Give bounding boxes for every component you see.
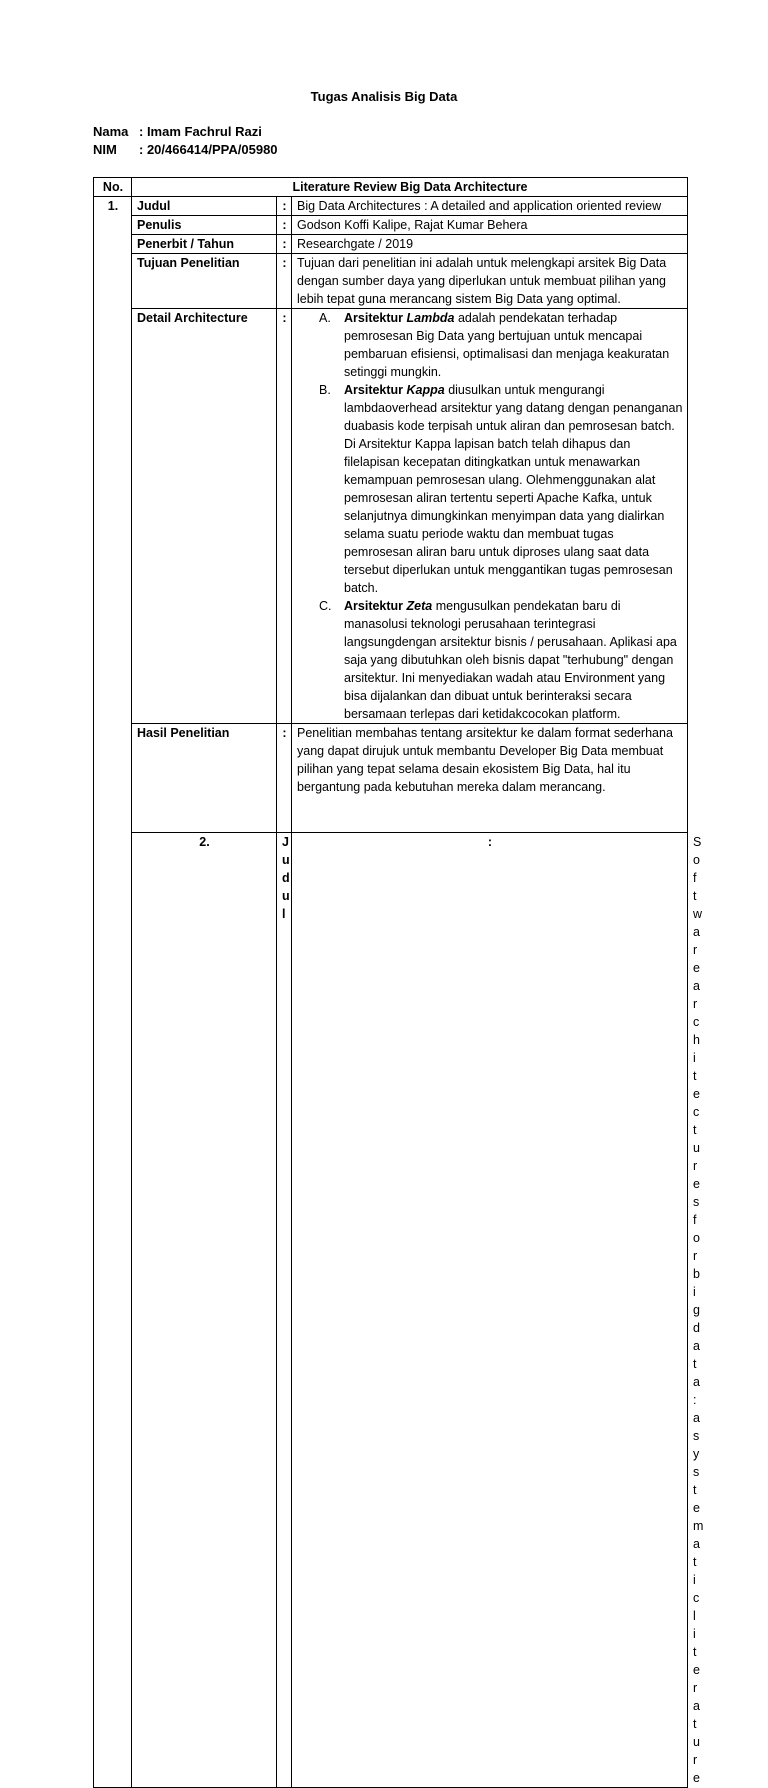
table-row-judul-2: 2. Judul : Software architectures for big data: a systematic literature (94, 833, 688, 1788)
item-text: mengusulkan pendekatan baru di manasolusi teknologi perusahaan terintegrasi langsungdengan arsitektur bisnis / perusahaan. Aplikasi apa saja yang dibutuhkan oleh bisnis dapat "terhubung" dengan arsitektur. Ini menyediakan wadah atau Environment yang bisa dijalankan dan dibuat untuk berinteraksi secara bersamaan terlepas dari ketidakcocokan platform. (344, 599, 677, 721)
colon-separator: : (277, 309, 292, 724)
item-text: diusulkan untuk mengurangi lambdaoverhead arsitektur yang datang dengan penanganan duabasis kode terpisah untuk aliran dan pemrosesan batch. Di Arsitektur Kappa lapisan batch telah dihapus dan filelapisan kecepatan ditingkatkan untuk menawarkan kemampuan pemrosesan ulang. Olehmenggunakan alat pemrosesan aliran tertentu seperti Apache Kafka, untuk selanjutnya dimungkinkan menyimpan data yang dialirkan selama suatu periode waktu dan membuat tugas pemrosesan aliran baru untuk diproses ulang saat data tersebut diperlukan untuk menggantikan tugas pemrosesan batch. (344, 383, 683, 595)
penulis-label: Penulis (132, 216, 277, 235)
literature-review-table (93, 177, 704, 1788)
detail-value (292, 309, 688, 724)
architecture-item-kappa (297, 381, 683, 597)
table-row-hasil (94, 724, 688, 833)
detail-label: Detail Architecture (132, 309, 277, 724)
table-row-judul (94, 197, 688, 216)
judul-label: Judul (132, 197, 277, 216)
hasil-text: Penelitian membahas tentang arsitektur ke dalam format sederhana yang dapat dirujuk untuk membantu Developer Big Data membuat pilihan yang tepat selama desain ekosistem Big Data, hal itu bergantung pada kebutuhan mereka dalam merancang. (297, 726, 673, 794)
item-architecture-name: Zeta (406, 599, 433, 613)
colon-separator: : (277, 216, 292, 235)
table-row-penulis (94, 216, 688, 235)
hasil-spacer (297, 796, 683, 832)
colon-separator: : (277, 254, 292, 309)
colon-separator: : (277, 197, 292, 216)
entry-number: 1. (94, 197, 132, 1788)
tujuan-value: Tujuan dari penelitian ini adalah untuk melengkapi arsitek Big Data dengan sumber daya yang diperlukan untuk membuat pilihan yang lebih tepat guna merancang sistem Big Data yang optimal. (292, 254, 688, 309)
penulis-value: Godson Koffi Kalipe, Rajat Kumar Behera (292, 216, 688, 235)
item-architecture-name: Kappa (406, 383, 445, 397)
student-name-line (93, 124, 262, 139)
colon-separator: : (277, 235, 292, 254)
hasil-value (292, 724, 688, 833)
item-lead: Arsitektur (344, 383, 407, 397)
item-lead: Arsitektur (344, 311, 407, 325)
table-header-row (94, 178, 688, 197)
list-marker: B. (319, 383, 331, 397)
student-nim-line (93, 142, 278, 157)
penerbit-value: Researchgate / 2019 (292, 235, 688, 254)
document-title: Tugas Analisis Big Data (310, 89, 458, 104)
table-row-tujuan (94, 254, 688, 309)
column-header-no: No. (94, 178, 132, 197)
list-marker: A. (319, 311, 331, 325)
colon-separator: : (292, 833, 688, 1788)
nim-value: : 20/466414/PPA/05980 (139, 142, 278, 157)
judul-value: Big Data Architectures : A detailed and application oriented review (292, 197, 688, 216)
architecture-list (297, 309, 683, 723)
nim-label: NIM (93, 142, 117, 157)
architecture-item-zeta (297, 597, 683, 723)
tujuan-label: Tujuan Penelitian (132, 254, 277, 309)
penerbit-label: Penerbit / Tahun (132, 235, 277, 254)
list-marker: C. (319, 599, 332, 613)
column-header-title: Literature Review Big Data Architecture (132, 178, 688, 197)
hasil-label: Hasil Penelitian (132, 724, 277, 833)
judul-label: Judul (277, 833, 292, 1788)
nama-value: : Imam Fachrul Razi (139, 124, 262, 139)
colon-separator: : (277, 724, 292, 833)
item-lead: Arsitektur (344, 599, 407, 613)
nama-label: Nama (93, 124, 129, 139)
table-row-penerbit (94, 235, 688, 254)
item-text: adalah pendekatan terhadap pemrosesan Big Data yang bertujuan untuk mencapai pembaruan efisiensi, optimalisasi dan menjaga keakuratan setinggi mungkin. (344, 311, 670, 379)
architecture-item-lambda (297, 309, 683, 381)
table-row-detail (94, 309, 688, 724)
entry-number: 2. (132, 833, 277, 1788)
item-architecture-name: Lambda (406, 311, 455, 325)
